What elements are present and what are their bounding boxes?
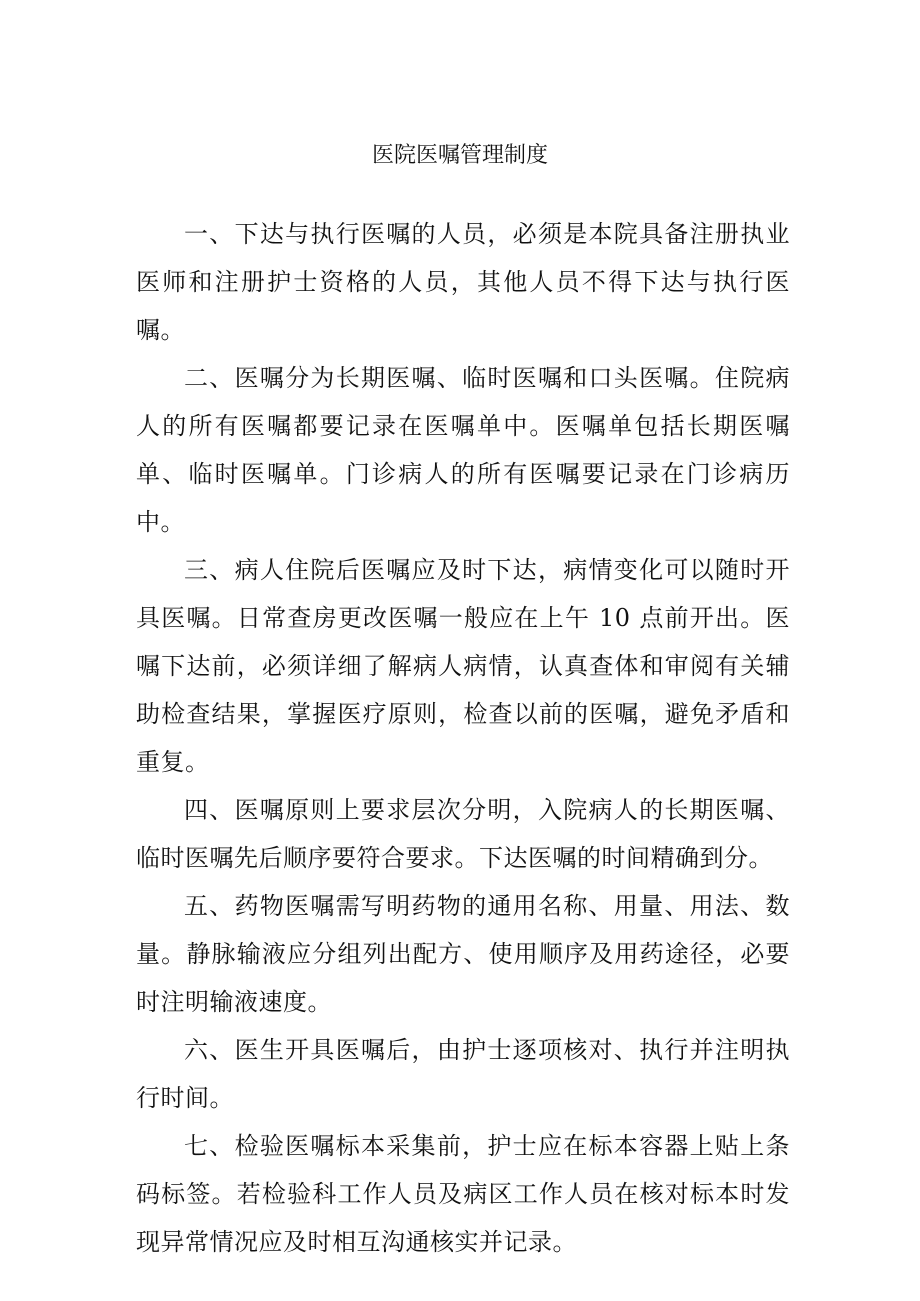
paragraph-5: 五、药物医嘱需写明药物的通用名称、用量、用法、数量。静脉输液应分组列出配方、使用顺序及用药途径，必要时注明输液速度。 (136, 892, 790, 1016)
paragraph-6: 六、医生开具医嘱后，由护士逐项核对、执行并注明执行时间。 (136, 1036, 790, 1112)
paragraph-2: 二、医嘱分为长期医嘱、临时医嘱和口头医嘱。住院病人的所有医嘱都要记录在医嘱单中。医嘱单包括长期医嘱单、临时医嘱单。门诊病人的所有医嘱要记录在门诊病历中。 (136, 364, 790, 536)
document-body (136, 210, 790, 1266)
document-title: 医院医嘱管理制度 (371, 143, 548, 168)
paragraph-1: 一、下达与执行医嘱的人员，必须是本院具备注册执业医师和注册护士资格的人员，其他人员不得下达与执行医嘱。 (136, 220, 790, 344)
paragraph-3: 三、病人住院后医嘱应及时下达，病情变化可以随时开具医嘱。日常查房更改医嘱一般应在上午 10 点前开出。医嘱下达前，必须详细了解病人病情，认真查体和审阅有关辅助检查结果，掌握医疗原则，检查以前的医嘱，避免矛盾和重复。 (136, 556, 790, 776)
paragraph-4: 四、医嘱原则上要求层次分明，入院病人的长期医嘱、临时医嘱先后顺序要符合要求。下达医嘱的时间精确到分。 (136, 796, 790, 872)
paragraph-7: 七、检验医嘱标本采集前，护士应在标本容器上贴上条码标签。若检验科工作人员及病区工作人员在核对标本时发现异常情况应及时相互沟通核实并记录。 (136, 1132, 790, 1256)
